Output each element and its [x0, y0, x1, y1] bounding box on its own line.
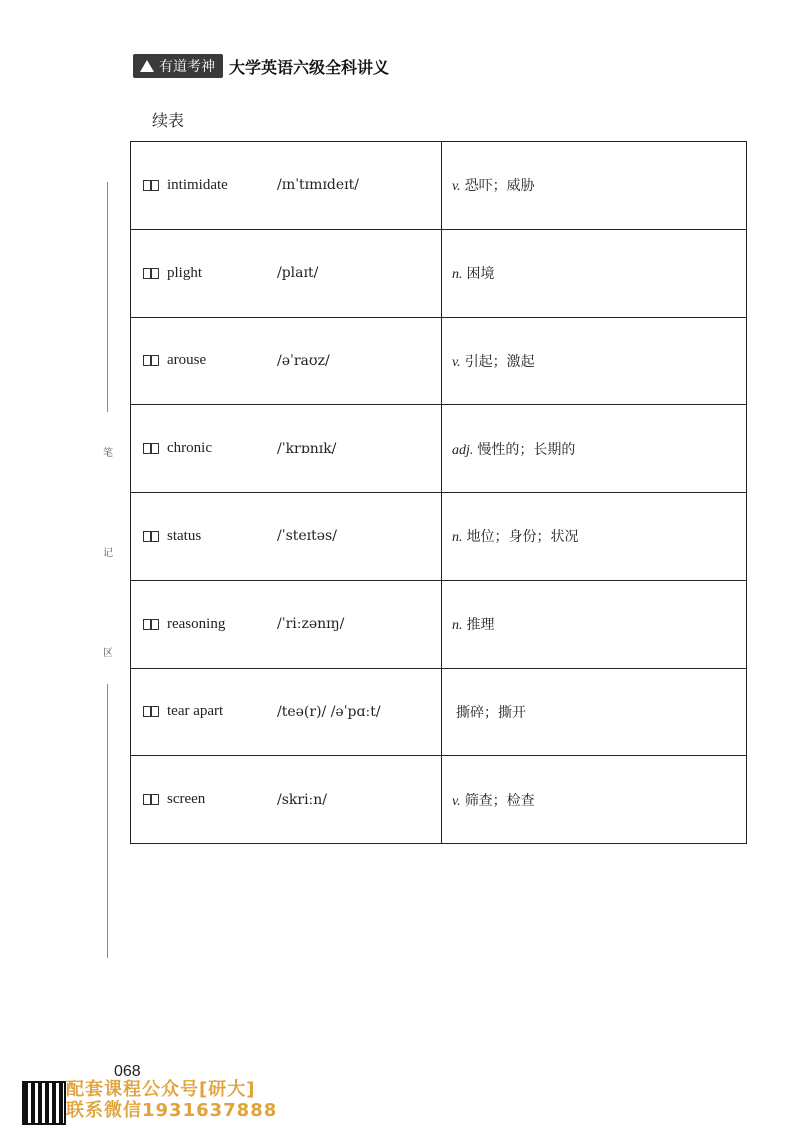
meaning-text — [442, 266, 495, 282]
meaning-text — [442, 442, 575, 458]
word: reasoning — [167, 615, 226, 632]
table-row — [131, 668, 747, 756]
book-icon — [143, 443, 159, 454]
brand-badge — [133, 54, 223, 78]
meaning-text — [442, 354, 535, 370]
page-number: 068 — [114, 1063, 141, 1080]
word-cell — [131, 668, 442, 756]
continued-label: 续表 — [152, 111, 185, 130]
word-cell — [131, 317, 442, 405]
book-icon — [143, 531, 159, 542]
definition: 地位；身份；状况 — [466, 529, 579, 546]
meaning-cell — [442, 580, 747, 668]
book-icon — [143, 180, 159, 191]
vocabulary-table — [130, 141, 747, 844]
definition: 筛查；检查 — [464, 792, 535, 809]
word-cell — [131, 142, 442, 230]
meaning-text — [442, 178, 535, 194]
phonetic: /teə(r)/ /əˈpɑːt/ — [277, 703, 381, 720]
meaning-cell — [442, 229, 747, 317]
qr-code-icon — [22, 1081, 66, 1125]
part-of-speech: n. — [452, 530, 463, 546]
table-row — [131, 493, 747, 581]
table-row — [131, 317, 747, 405]
part-of-speech: n. — [452, 618, 463, 634]
word-cell — [131, 493, 442, 581]
definition: 推理 — [466, 617, 495, 634]
margin-label-3: 区 — [103, 648, 113, 659]
meaning-cell — [442, 405, 747, 493]
table-row — [131, 756, 747, 844]
table-row — [131, 405, 747, 493]
part-of-speech: adj. — [452, 442, 474, 458]
meaning-cell — [442, 756, 747, 844]
definition: 恐吓；威胁 — [464, 178, 535, 195]
word-cell — [131, 229, 442, 317]
phonetic: /plaɪt/ — [277, 265, 319, 282]
margin-label-2: 记 — [103, 548, 113, 559]
phonetic: /ˈkrɒnɪk/ — [277, 440, 337, 457]
word: status — [167, 527, 202, 544]
word-cell — [131, 405, 442, 493]
definition: 慢性的；长期的 — [477, 441, 576, 458]
book-icon — [143, 706, 159, 717]
word: intimidate — [167, 176, 228, 193]
margin-divider-bottom — [107, 684, 108, 958]
part-of-speech: n. — [452, 267, 463, 283]
margin-label-1: 笔 — [103, 448, 113, 459]
promo-line-2: 联系微信1931637888 — [66, 1100, 278, 1121]
book-icon — [143, 619, 159, 630]
book-icon — [143, 268, 159, 279]
page-header — [133, 53, 389, 79]
word: tear apart — [167, 703, 224, 720]
meaning-cell — [442, 668, 747, 756]
definition: 引起；激起 — [464, 353, 535, 370]
word: screen — [167, 791, 206, 808]
part-of-speech: v. — [452, 793, 461, 809]
phonetic: /ˈriːzənɪŋ/ — [277, 616, 345, 633]
margin-divider-top — [107, 182, 108, 412]
meaning-text — [442, 793, 535, 809]
table-row — [131, 142, 747, 230]
part-of-speech: v. — [452, 354, 461, 370]
book-icon — [143, 794, 159, 805]
brand-logo-icon — [139, 58, 155, 74]
word: plight — [167, 264, 203, 281]
phonetic: /ˈsteɪtəs/ — [277, 528, 337, 545]
brand-name: 有道考神 — [159, 59, 215, 75]
meaning-cell — [442, 142, 747, 230]
meaning-text — [442, 617, 495, 633]
promo-text — [66, 1079, 277, 1121]
definition: 撕碎；撕开 — [456, 704, 526, 721]
part-of-speech: v. — [452, 179, 461, 195]
phonetic: /ɪnˈtɪmɪdeɪt/ — [277, 177, 359, 194]
meaning-cell — [442, 493, 747, 581]
book-title: 大学英语六级全科讲义 — [229, 57, 390, 77]
word-cell — [131, 580, 442, 668]
promo-line-1: 配套课程公众号[研大] — [66, 1079, 256, 1100]
table-row — [131, 229, 747, 317]
phonetic: /əˈraʊz/ — [277, 352, 330, 369]
word: chronic — [167, 440, 212, 457]
table-row — [131, 580, 747, 668]
meaning-text — [442, 529, 579, 545]
meaning-cell — [442, 317, 747, 405]
book-icon — [143, 355, 159, 366]
word-cell — [131, 756, 442, 844]
word: arouse — [167, 352, 207, 369]
phonetic: /skriːn/ — [277, 791, 328, 808]
definition: 困境 — [466, 266, 495, 283]
meaning-text — [442, 705, 526, 721]
